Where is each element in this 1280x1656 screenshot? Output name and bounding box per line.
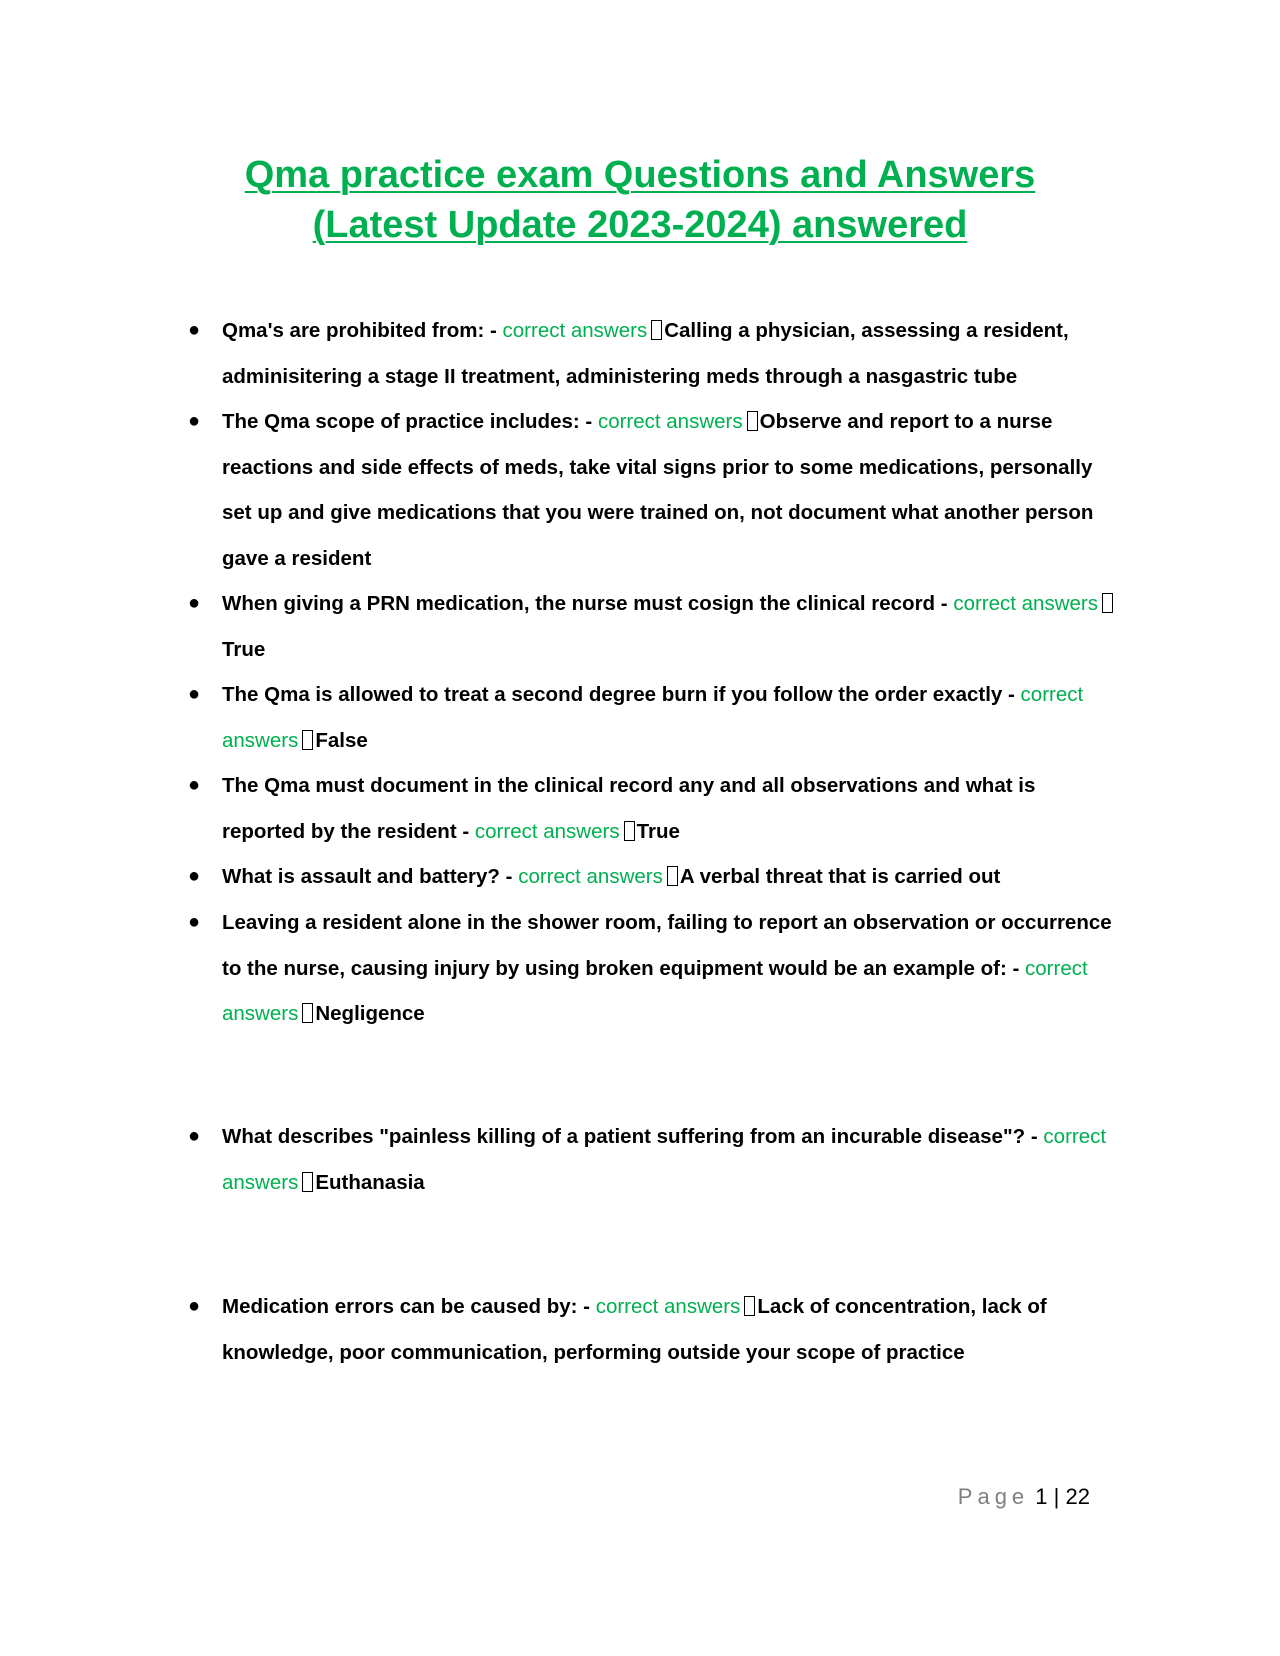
bullet-icon: ● <box>188 410 201 432</box>
missing-glyph-icon <box>302 730 313 750</box>
question-text: What describes "painless killing of a patient suffering from an incurable disease"? - <box>222 1125 1038 1148</box>
answer-text: Calling a physician, assessing a resident, adminisitering a stage II treatment, administering meds through a nasgastric tube <box>222 319 1069 388</box>
list-item <box>188 399 1122 581</box>
bullet-icon: ● <box>188 319 201 341</box>
page-title: Qma practice exam Questions and Answers (Latest Update 2023-2024) answered <box>244 154 1036 246</box>
answer-text: False <box>315 728 368 752</box>
answer-label: correct answers <box>222 956 1088 1025</box>
missing-glyph-icon <box>744 1296 755 1316</box>
bullet-icon: ● <box>188 865 201 887</box>
question-text: Medication errors can be caused by: - <box>222 1295 590 1318</box>
answer-text: Lack of concentration, lack of knowledge, poor communication, performing outside your scope of practice <box>222 1295 1047 1364</box>
answer-text: True <box>636 819 680 843</box>
page-word: Page <box>957 1484 1030 1509</box>
bullet-icon: ● <box>188 1125 201 1147</box>
missing-glyph-icon <box>302 1003 313 1023</box>
list-item <box>188 763 1122 854</box>
answer-text: A verbal threat that is carried out <box>679 865 1001 888</box>
missing-glyph-icon <box>667 866 678 886</box>
answer-label: correct answers <box>474 819 620 843</box>
answer-label: correct answers <box>222 1125 1107 1194</box>
answer-text: Euthanasia <box>315 1170 425 1194</box>
answer-label: correct answers <box>502 319 648 342</box>
page-separator: | <box>1053 1484 1060 1509</box>
answer-text: Observe and report to a nurse reactions and side effects of meds, take vital signs prior to some medications, personally set up and give medications that you were trained on, not document what another person gave a resident <box>222 410 1094 570</box>
answer-text: True <box>222 637 266 661</box>
missing-glyph-icon <box>302 1172 313 1192</box>
page-footer <box>880 1482 1090 1512</box>
missing-glyph-icon <box>651 320 662 340</box>
list-item <box>188 1114 1122 1205</box>
missing-glyph-icon <box>624 821 635 841</box>
answer-label: correct answers <box>518 865 663 888</box>
list-item <box>188 672 1122 763</box>
question-text: The Qma must document in the clinical record any and all observations and what is reported by the resident - <box>222 774 1036 843</box>
question-text: The Qma is allowed to treat a second degree burn if you follow the order exactly - <box>222 683 1015 706</box>
answer-label: correct answers <box>953 592 1098 615</box>
answer-label: correct answers <box>222 683 1084 752</box>
bullet-icon: ● <box>188 592 201 614</box>
bullet-icon: ● <box>188 1295 201 1317</box>
answer-text: Negligence <box>315 1002 425 1025</box>
bullet-icon: ● <box>188 683 201 705</box>
question-text: Leaving a resident alone in the shower room, failing to report an observation or occurrence to the nurse, causing injury by using broken equipment would be an example of: - <box>222 911 1112 980</box>
list-item <box>188 854 1122 900</box>
question-text: When giving a PRN medication, the nurse must cosign the clinical record - <box>222 592 948 615</box>
list-item <box>188 900 1122 1037</box>
question-text: What is assault and battery? - <box>222 865 513 888</box>
answer-label: correct answers <box>597 410 743 433</box>
missing-glyph-icon <box>1102 593 1113 613</box>
missing-glyph-icon <box>747 411 758 431</box>
bullet-icon: ● <box>188 774 201 796</box>
list-item <box>188 581 1122 672</box>
question-text: Qma's are prohibited from: - <box>222 319 497 342</box>
list-item <box>188 308 1122 399</box>
question-text: The Qma scope of practice includes: - <box>222 410 593 433</box>
answer-label: correct answers <box>595 1295 741 1318</box>
list-item <box>188 1284 1122 1375</box>
current-page-number: 1 <box>1035 1484 1048 1509</box>
total-pages: 22 <box>1065 1484 1090 1509</box>
bullet-icon: ● <box>188 911 201 933</box>
